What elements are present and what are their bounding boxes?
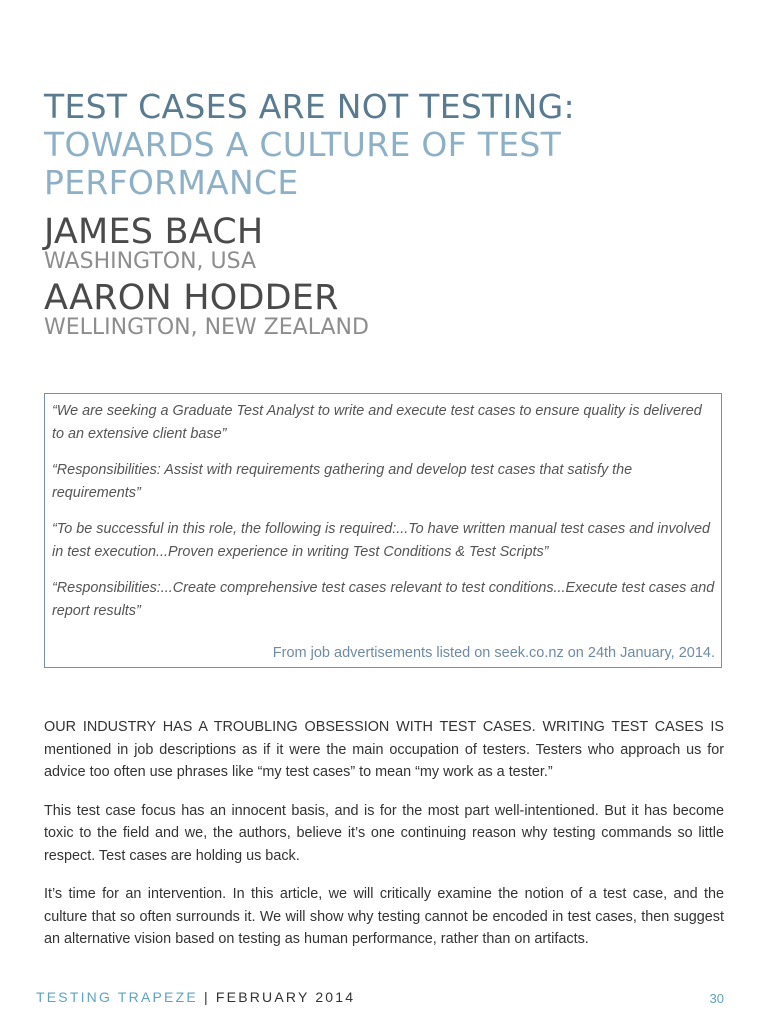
article-title-line-2: TOWARDS A CULTURE OF TEST PERFORMANCE — [44, 125, 562, 202]
article-body — [44, 716, 724, 967]
magazine-name: TESTING TRAPEZE — [36, 989, 198, 1005]
quote: “Responsibilities:...Create comprehensive test cases relevant to test conditions...Execute test cases and report results” — [52, 580, 715, 619]
author-name: JAMES BACH — [44, 212, 264, 252]
author-location: WELLINGTON, NEW ZEALAND — [44, 315, 369, 340]
author-block — [44, 214, 263, 274]
quote-source: From job advertisements listed on seek.co.nz on 24th January, 2014. — [272, 645, 715, 661]
body-paragraph: This test case focus has an innocent basis, and is for the most part well-intentioned. But it has become toxic to the field and we, the authors, believe it’s one continuing reason why testing commands so little respect. Test cases are holding us back. — [44, 802, 724, 864]
page-footer — [36, 989, 355, 1005]
quote: “Responsibilities: Assist with requirements gathering and develop test cases that satisfy the requirements” — [52, 462, 633, 501]
body-paragraph: OUR INDUSTRY HAS A TROUBLING OBSESSION WITH TEST CASES. WRITING TEST CASES IS mentioned in job descriptions as if it were the main occupation of testers. Testers who approach us for advice too often use phrases like “my test cases” to mean “my work as a tester.” — [44, 719, 724, 780]
page-number: 30 — [709, 991, 724, 1006]
job-ad-quotes-box — [44, 393, 722, 668]
quote: “We are seeking a Graduate Test Analyst to write and execute test cases to ensure quality is delivered to an extensive client base” — [52, 403, 702, 442]
issue-date: FEBRUARY 2014 — [215, 989, 356, 1005]
quote: “To be successful in this role, the following is required:...To have written manual test cases and involved in test execution...Proven experience in writing Test Conditions & Test Scripts” — [52, 521, 711, 560]
footer-separator: | — [203, 989, 210, 1005]
body-paragraph: It’s time for an intervention. In this article, we will critically examine the notion of a test case, and the culture that so often surrounds it. We will show why testing cannot be encoded in test cases, then suggest an alternative vision based on testing as human performance, rather than on artifacts. — [44, 886, 724, 947]
author-block — [44, 280, 369, 340]
author-name: AARON HODDER — [44, 278, 339, 318]
article-title-line-1: TEST CASES ARE NOT TESTING: — [44, 87, 575, 126]
author-location: WASHINGTON, USA — [44, 249, 257, 274]
